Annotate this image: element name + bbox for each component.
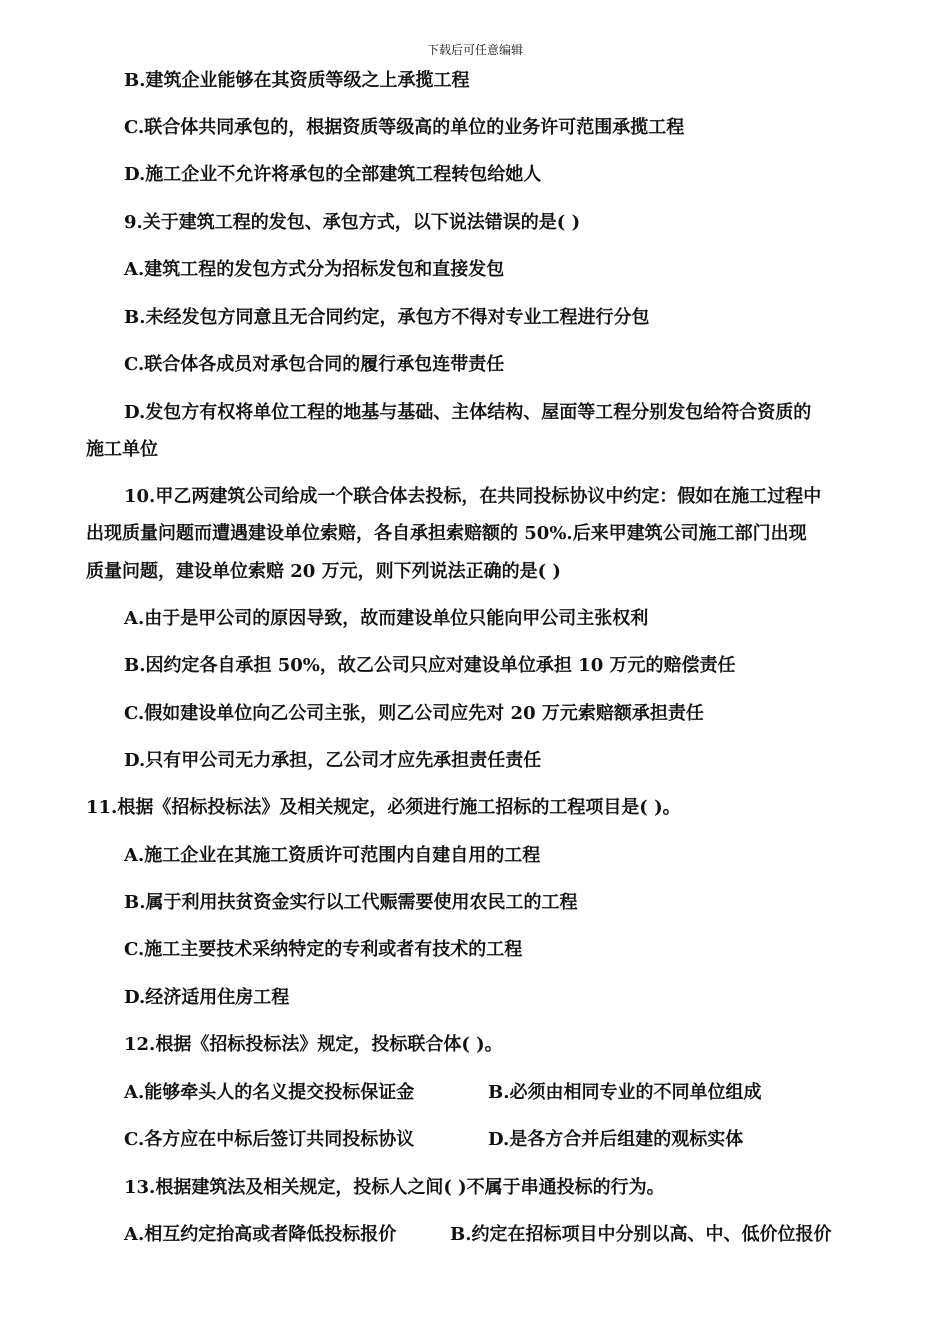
option-c: C.联合体各成员对承包合同的履行承包连带责任 xyxy=(124,354,505,375)
page-header: 下载后可任意编辑 xyxy=(426,43,523,57)
option-a: A.建筑工程的发包方式分为招标发包和直接发包 xyxy=(124,259,505,280)
option-b: B.属于利用扶贫资金实行以工代赈需要使用农民工的工程 xyxy=(124,892,578,913)
option-b: B.未经发包方同意且无合同约定，承包方不得对专业工程进行分包 xyxy=(124,307,650,328)
question-12: 12.根据《招标投标法》规定，投标联合体( )。 xyxy=(124,1034,503,1055)
option-a: A.能够牵头人的名义提交投标保证金 xyxy=(124,1082,415,1103)
option-b: B.约定在招标项目中分别以高、中、低价位报价 xyxy=(450,1224,832,1245)
option-d: D.发包方有权将单位工程的地基与基础、主体结构、屋面等工程分别发包给符合资质的 xyxy=(124,402,812,423)
question-11: 11.根据《招标投标法》及相关规定，必须进行施工招标的工程项目是( )。 xyxy=(86,797,681,818)
option-b: B.因约定各自承担 50%，故乙公司只应对建设单位承担 10 万元的赔偿责任 xyxy=(124,655,736,676)
option-b: B.必须由相同专业的不同单位组成 xyxy=(488,1082,762,1103)
option-d-continued: 施工单位 xyxy=(86,439,158,460)
option-d: D.经济适用住房工程 xyxy=(124,987,290,1008)
question-10-line-3: 质量问题，建设单位索赔 20 万元，则下列说法正确的是( ) xyxy=(86,561,561,582)
option-a: A.施工企业在其施工资质许可范围内自建自用的工程 xyxy=(124,845,541,866)
option-c: C.假如建设单位向乙公司主张，则乙公司应先对 20 万元索赔额承担责任 xyxy=(124,703,704,724)
question-13: 13.根据建筑法及相关规定，投标人之间( )不属于串通投标的行为。 xyxy=(124,1177,665,1198)
question-10-line-2: 出现质量问题而遭遇建设单位索赔，各自承担索赔额的 50%.后来甲建筑公司施工部门出现 xyxy=(86,523,807,544)
question-10: 10.甲乙两建筑公司给成一个联合体去投标，在共同投标协议中约定：假如在施工过程中 xyxy=(124,486,822,507)
option-d: D.只有甲公司无力承担，乙公司才应先承担责任责任 xyxy=(124,750,542,771)
option-c: C.各方应在中标后签订共同投标协议 xyxy=(124,1129,415,1150)
option-a: A.由于是甲公司的原因导致，故而建设单位只能向甲公司主张权利 xyxy=(124,608,649,629)
option-b: B.建筑企业能够在其资质等级之上承揽工程 xyxy=(124,70,470,91)
option-c: C.联合体共同承包的，根据资质等级高的单位的业务许可范围承揽工程 xyxy=(124,117,685,138)
option-d: D.施工企业不允许将承包的全部建筑工程转包给她人 xyxy=(124,164,542,185)
option-d: D.是各方合并后组建的观标实体 xyxy=(488,1129,744,1150)
option-a: A.相互约定抬高或者降低投标报价 xyxy=(124,1224,397,1245)
option-c: C.施工主要技术采纳特定的专利或者有技术的工程 xyxy=(124,939,523,960)
question-9: 9.关于建筑工程的发包、承包方式，以下说法错误的是( ) xyxy=(124,212,581,233)
